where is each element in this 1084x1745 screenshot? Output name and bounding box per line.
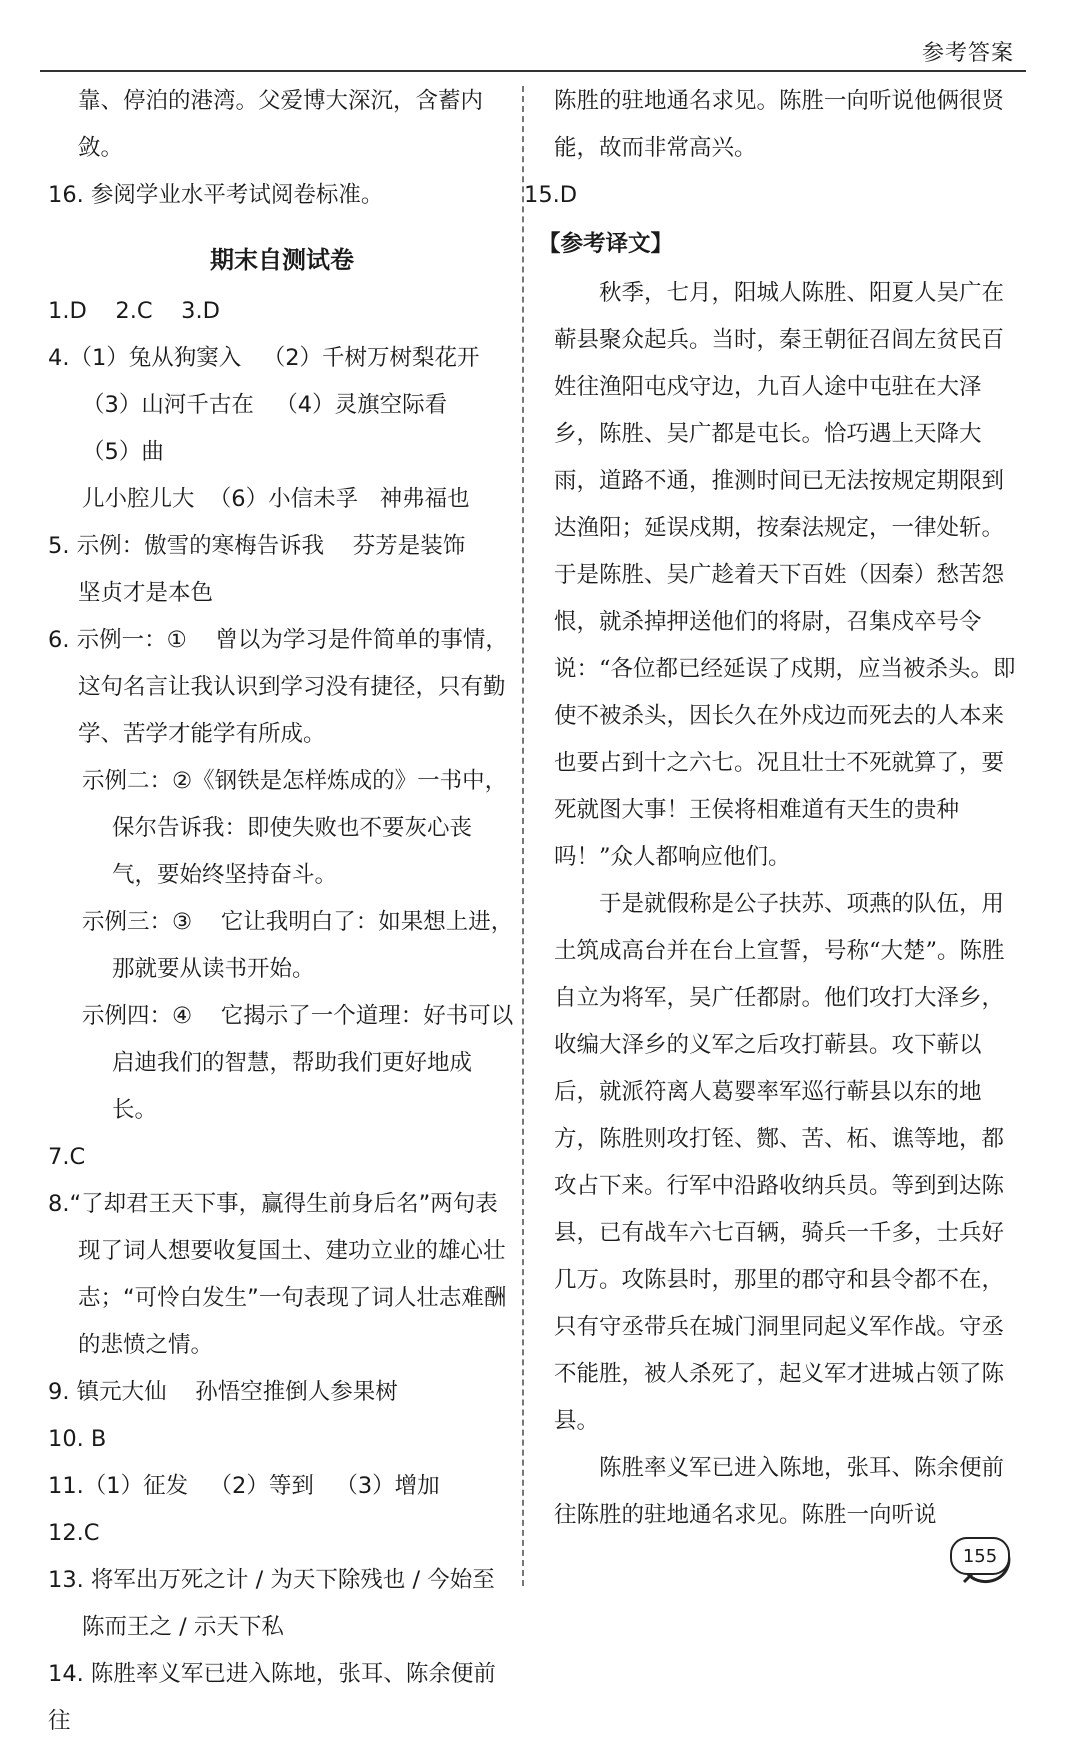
right-column <box>524 78 1024 1539</box>
answer-continuation: 靠、停泊的港湾。父爱博大深沉，含蓄内敛。 <box>78 88 484 161</box>
section-title: 期末自测试卷 <box>210 246 354 274</box>
answer-4-line2: （3）山河千古在 （4）灵旗空际看 （5）曲 <box>82 392 469 465</box>
answer-7: 7.C <box>48 1144 86 1170</box>
translation-paragraph-1: 秋季，七月，阳城人陈胜、阳夏人吴广在蕲县聚众起兵。当时，秦王朝征召闾左贫民百姓往渔阳屯戍守边，九百人途中屯驻在大泽乡，陈胜、吴广都是屯长。恰巧遇上天降大雨，道路不通，推测时间已无法按规定期限到达渔阳；延误戍期，按秦法规定，一律处斩。于是陈胜、吴广趁着天下百姓（因秦）愁苦怨恨，就杀掉押送他们的将尉，召集戍卒号令说：“各位都已经延误了戍期，应当被杀头。即使不被杀头，因长久在外戍边而死去的人本来也要占到十之六七。况且壮士不死就算了，要死就图大事！王侯将相难道有天生的贵种吗！”众人都响应他们。 <box>554 280 1016 870</box>
answer-6-example-1: 6. 示例一：① 曾以为学习是件简单的事情，这句名言让我认识到学习没有捷径，只有勤学、苦学才能学有所成。 <box>48 627 508 747</box>
answer-8: 8.“了却君王天下事，赢得生前身后名”两句表现了词人想要收复国土、建功立业的雄心壮志；“可怜白发生”一句表现了词人壮志难酬的悲愤之情。 <box>48 1191 507 1358</box>
answer-6-example-3: 示例三：③ 它让我明白了：如果想上进，那就要从读书开始。 <box>82 909 514 982</box>
answer-9: 9. 镇元大仙 孙悟空推倒人参果树 <box>48 1379 398 1405</box>
translation-paragraph-3: 陈胜率义军已进入陈地，张耳、陈余便前往陈胜的驻地通名求见。陈胜一向听说 <box>554 1455 1005 1528</box>
answer-16: 16. 参阅学业水平考试阅卷标准。 <box>48 182 384 208</box>
page-number: 155 <box>950 1537 1010 1575</box>
header-rule <box>40 70 1026 72</box>
translation-paragraph-2: 于是就假称是公子扶苏、项燕的队伍，用土筑成高台并在台上宣誓，号称“大楚”。陈胜自立为将军，吴广任都尉。他们攻打大泽乡，收编大泽乡的义军之后攻打蕲县。攻下蕲以后，就派符离人葛婴率军巡行蕲县以东的地方，陈胜则攻打铚、酂、苦、柘、谯等地，都攻占下来。行军中沿路收纳兵员。等到到达陈县，已有战车六七百辆，骑兵一千多，士兵好几万。攻陈县时，那里的郡守和县令都不在，只有守丞带兵在城门洞里同起义军作战。守丞不能胜，被人杀死了，起义军才进城占领了陈县。 <box>554 891 1005 1434</box>
answer-5: 5. 示例：傲雪的寒梅告诉我 芬芳是装饰 坚贞才是本色 <box>48 533 494 606</box>
answer-4-line1: 4.（1）兔从狗窦入 （2）千树万树梨花开 <box>48 345 480 371</box>
answer-11: 11.（1）征发 （2）等到 （3）增加 <box>48 1473 440 1499</box>
answer-14: 14. 陈胜率义军已进入陈地，张耳、陈余便前往 <box>48 1661 496 1734</box>
answer-15: 15.D <box>524 182 578 208</box>
answer-1-3: 1.D 2.C 3.D <box>48 298 220 324</box>
answer-12: 12.C <box>48 1520 100 1546</box>
answer-14-continuation: 陈胜的驻地通名求见。陈胜一向听说他俩很贤能，故而非常高兴。 <box>554 88 1005 161</box>
answer-4-line3: 儿小腔儿大 （6）小信未孚 神弗福也 <box>82 486 470 512</box>
header-label: 参考答案 <box>921 41 1014 66</box>
column-divider <box>522 86 524 1586</box>
answer-10: 10. B <box>48 1426 107 1452</box>
reference-translation-title: 【参考译文】 <box>538 231 674 257</box>
answer-6-example-2: 示例二：②《钢铁是怎样炼成的》一书中，保尔告诉我：即使失败也不要灰心丧气，要始终坚持奋斗。 <box>82 768 508 888</box>
left-column <box>48 78 516 1745</box>
answer-6-example-4: 示例四：④ 它揭示了一个道理：好书可以启迪我们的智慧，帮助我们更好地成长。 <box>82 1003 514 1123</box>
answer-13: 13. 将军出万死之计 / 为天下除残也 / 今始至陈而王之 / 示天下私 <box>48 1567 495 1640</box>
